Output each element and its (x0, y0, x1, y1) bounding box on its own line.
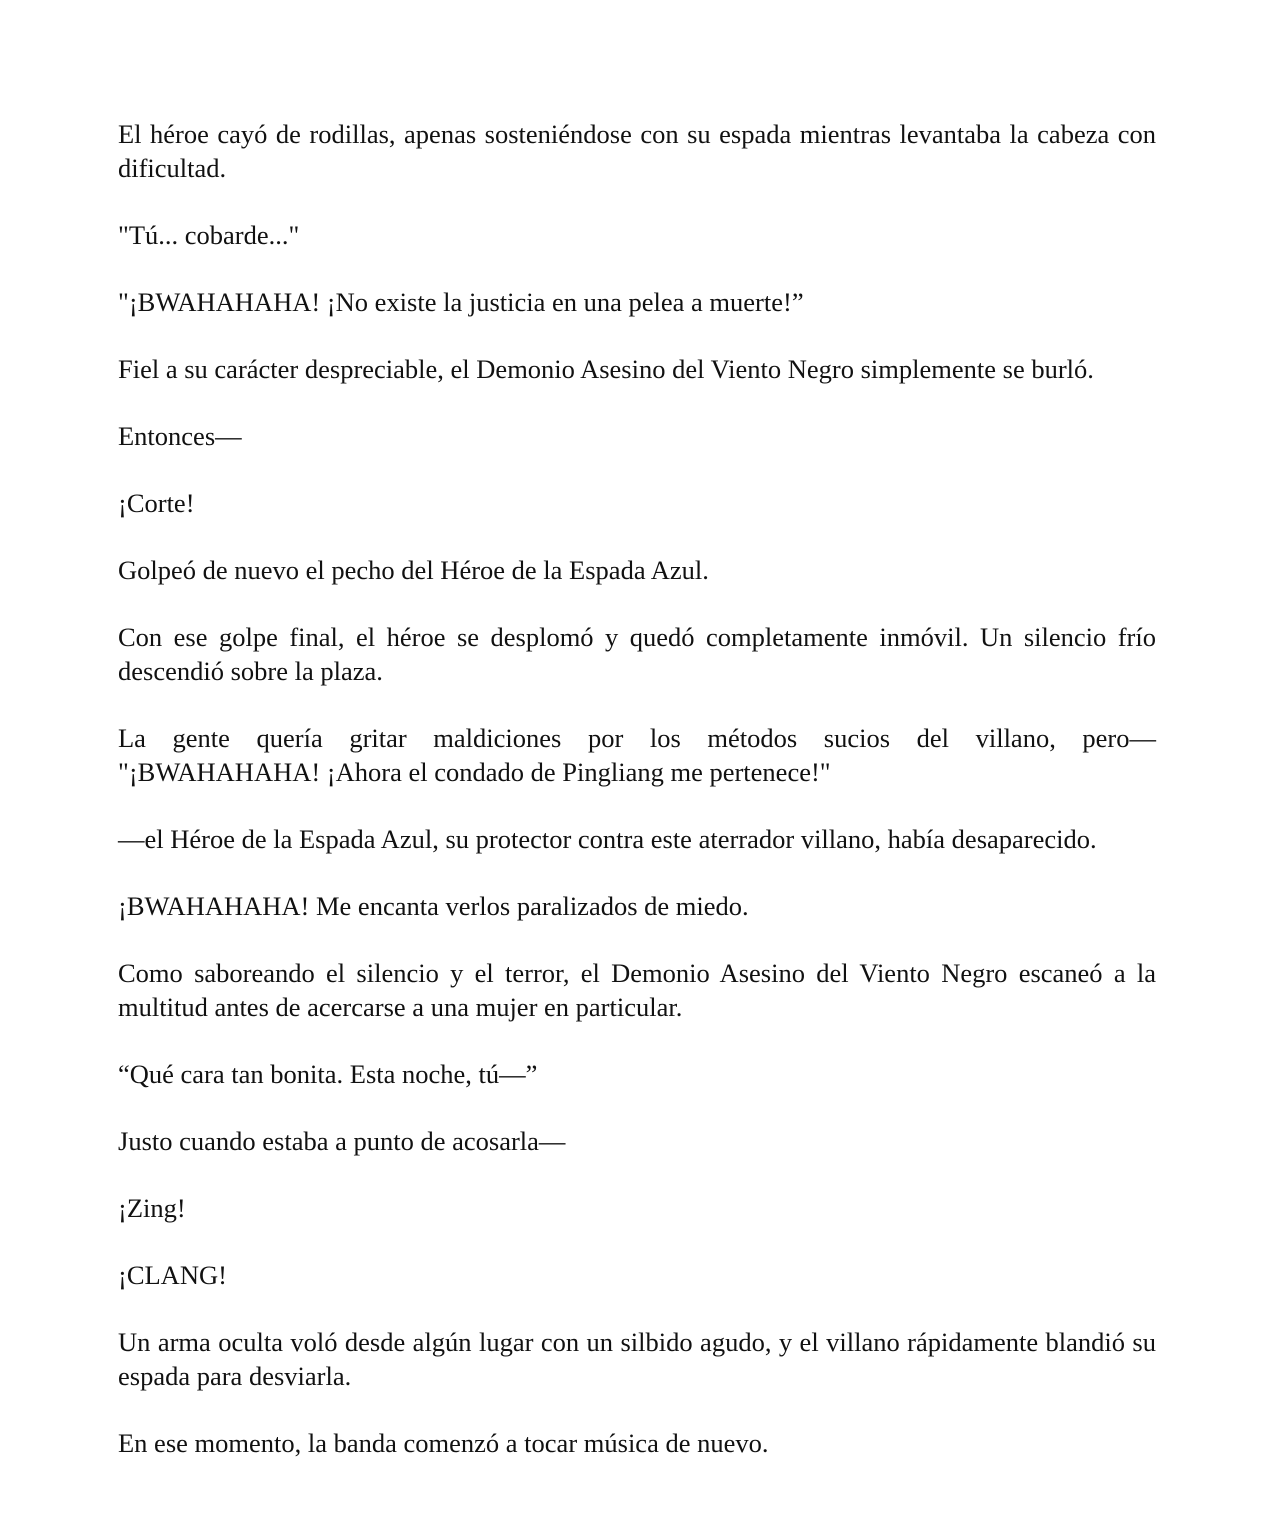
paragraph: ¡Zing! (118, 1193, 186, 1223)
paragraph: Golpeó de nuevo el pecho del Héroe de la Espada Azul. (118, 555, 709, 585)
paragraph-line: "¡BWAHAHAHA! ¡Ahora el condado de Pingliang me pertenece!" (118, 757, 831, 787)
paragraph: "¡BWAHAHAHA! ¡No existe la justicia en una pelea a muerte!” (118, 287, 804, 317)
paragraph: El héroe cayó de rodillas, apenas sosteniéndose con su espada mientras levantaba la cabeza con dificultad. (118, 119, 1156, 183)
paragraph (118, 721, 1156, 789)
paragraph: Un arma oculta voló desde algún lugar con un silbido agudo, y el villano rápidamente blandió su espada para desviarla. (118, 1327, 1156, 1391)
paragraph: Justo cuando estaba a punto de acosarla— (118, 1126, 566, 1156)
paragraph: —el Héroe de la Espada Azul, su protector contra este aterrador villano, había desaparecido. (118, 824, 1097, 854)
paragraph: ¡CLANG! (118, 1260, 227, 1290)
paragraph: ¡Corte! (118, 488, 195, 518)
paragraph: Como saboreando el silencio y el terror, el Demonio Asesino del Viento Negro escaneó a la multitud antes de acercarse a una mujer en particular. (118, 958, 1156, 1022)
paragraph: Fiel a su carácter despreciable, el Demonio Asesino del Viento Negro simplemente se burló. (118, 354, 1094, 384)
paragraph: En ese momento, la banda comenzó a tocar música de nuevo. (118, 1428, 769, 1458)
paragraph: "Tú... cobarde..." (118, 220, 300, 250)
paragraph: ¡BWAHAHAHA! Me encanta verlos paralizados de miedo. (118, 891, 749, 921)
paragraph: Entonces— (118, 421, 242, 451)
paragraph: “Qué cara tan bonita. Esta noche, tú—” (118, 1059, 538, 1089)
text-body (118, 117, 1156, 1493)
paragraph-line: La gente quería gritar maldiciones por los métodos sucios del villano, pero— (118, 723, 1156, 753)
paragraph: Con ese golpe final, el héroe se desplomó y quedó completamente inmóvil. Un silencio frío descendió sobre la plaza. (118, 622, 1156, 686)
